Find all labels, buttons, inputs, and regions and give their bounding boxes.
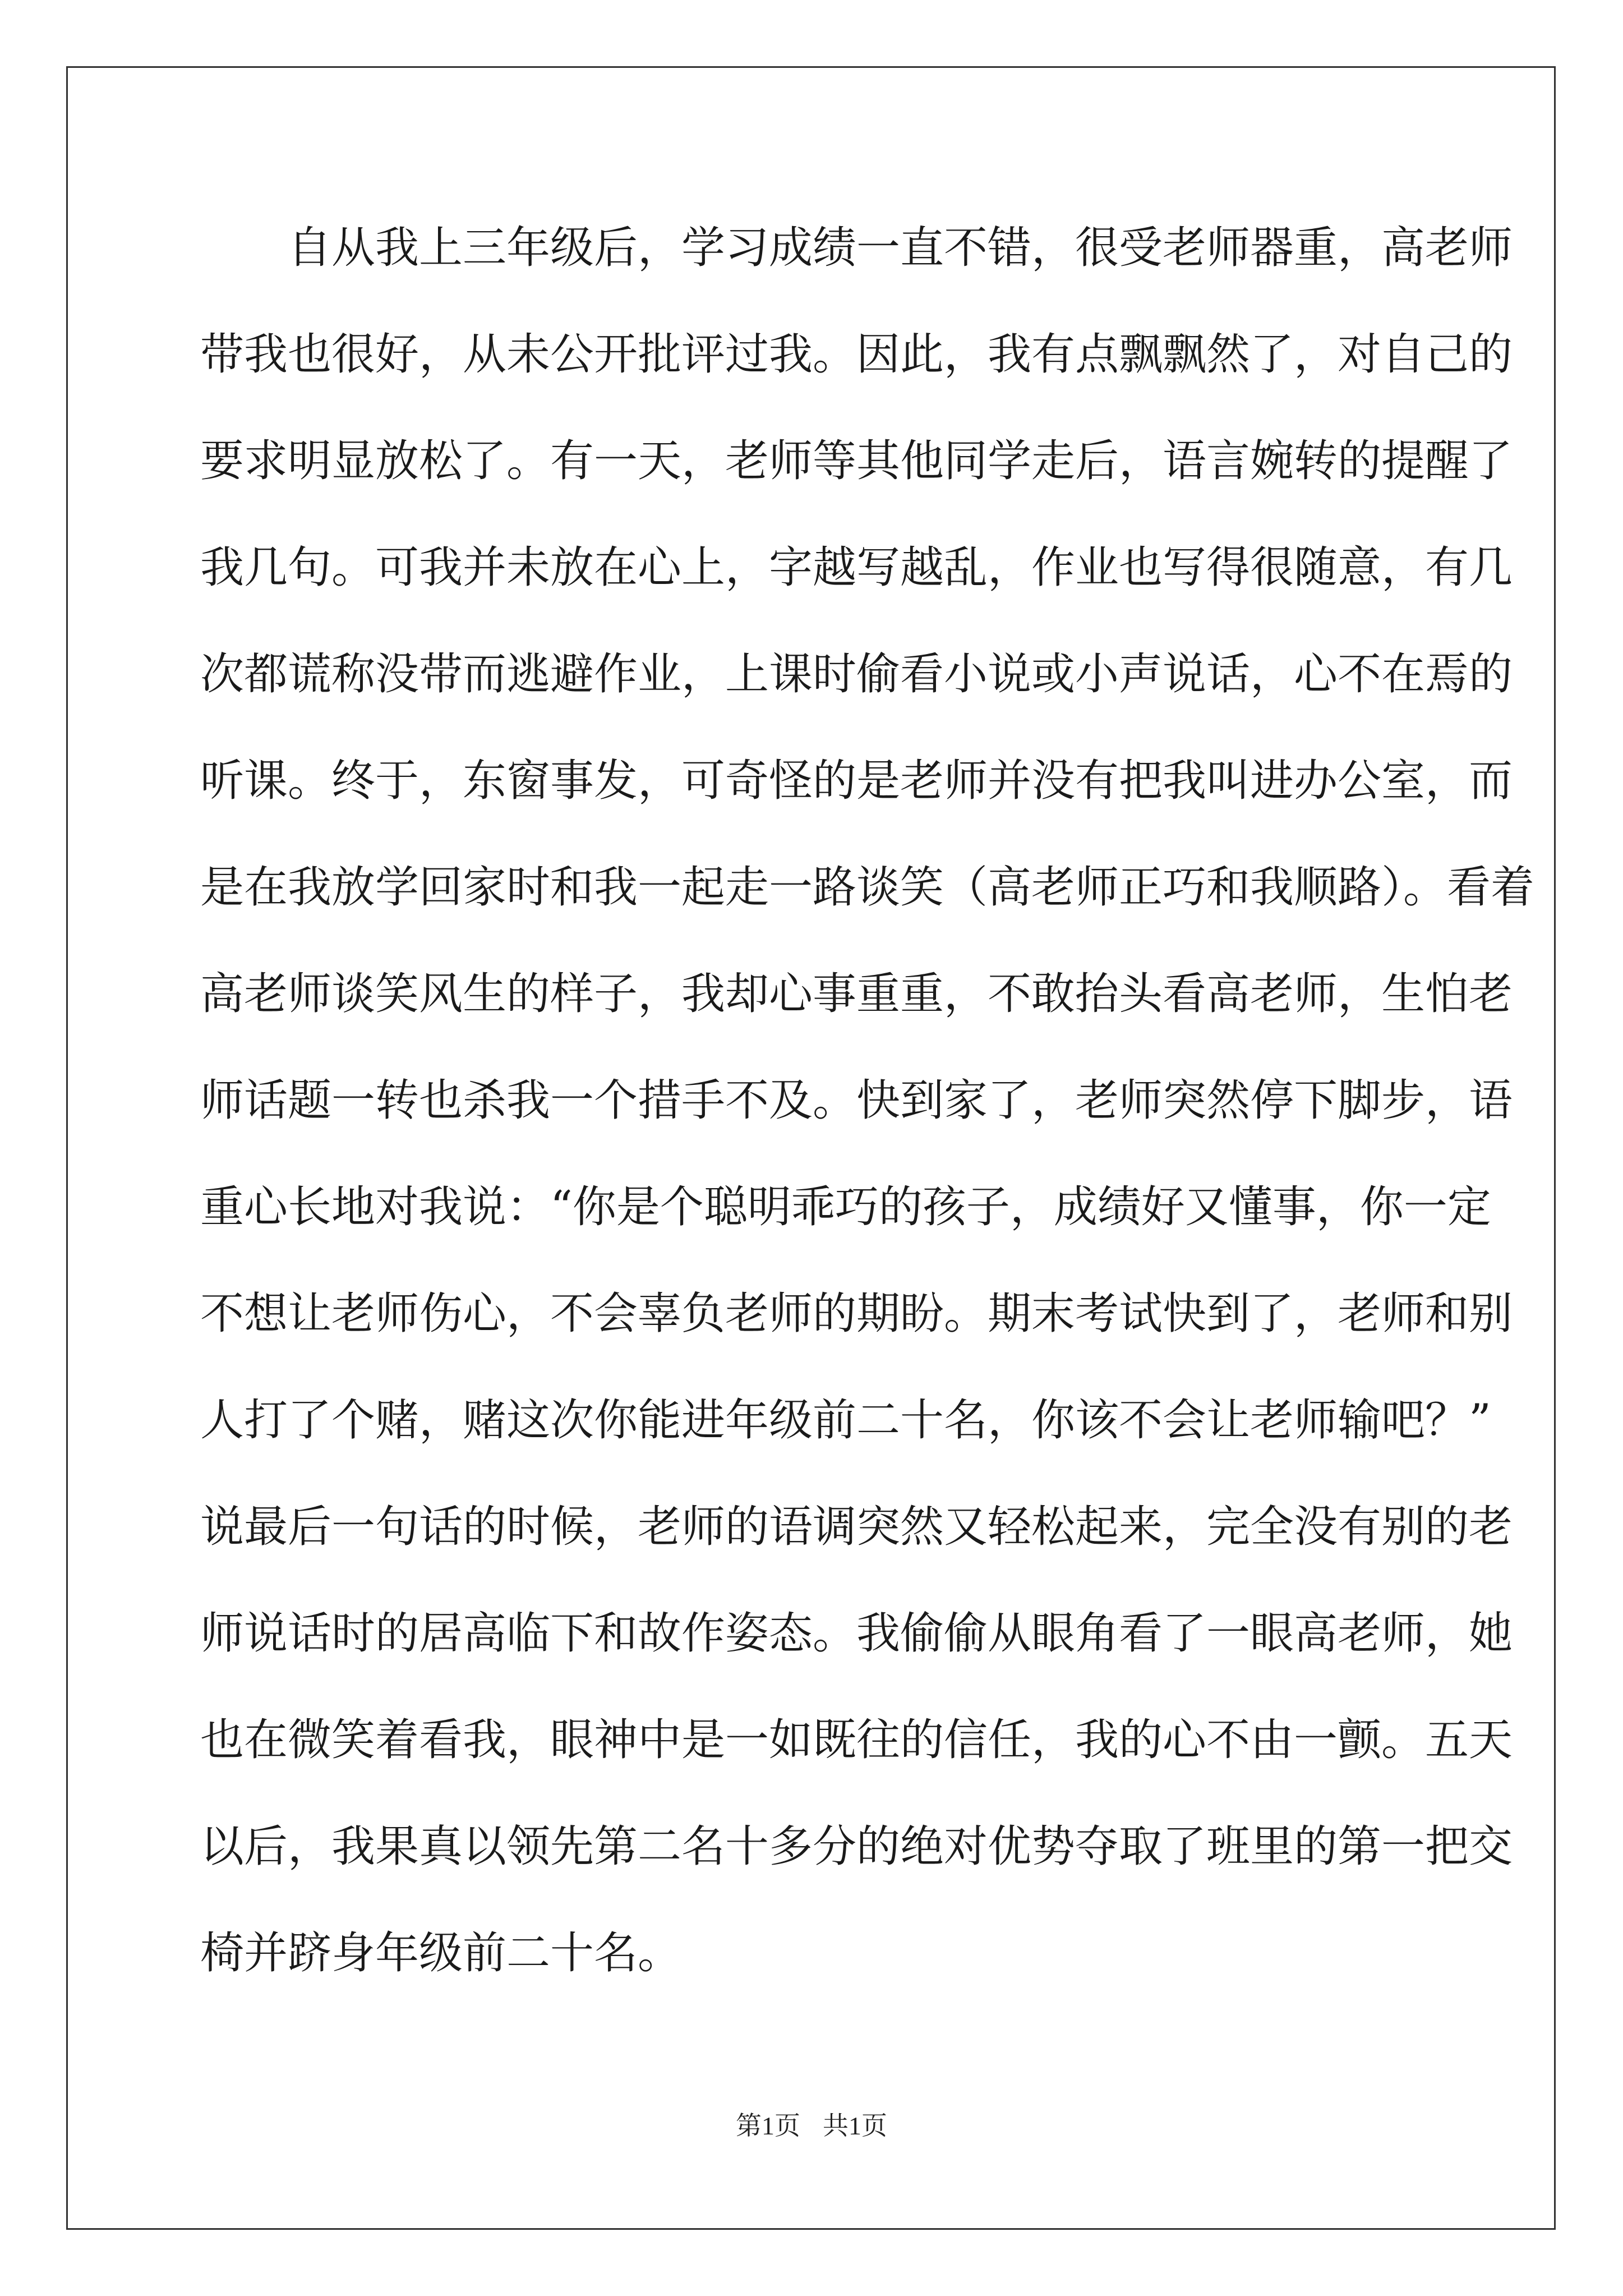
page-total: 共1页	[823, 2111, 887, 2140]
text-line: 我几句。可我并未放在心上，字越写越乱，作业也写得很随意，有几	[200, 542, 1513, 593]
page-number: 第1页	[736, 2111, 800, 2140]
page-footer	[0, 2109, 1623, 2143]
text-line: 师话题一转也杀我一个措手不及。快到家了，老师突然停下脚步，语	[200, 1075, 1513, 1126]
text-line: 次都谎称没带而逃避作业，上课时偷看小说或小声说话，心不在焉的	[200, 649, 1513, 700]
text-line: 自从我上三年级后，学习成绩一直不错，很受老师器重，高老师	[288, 223, 1513, 273]
text-line: 说最后一句话的时候，老师的语调突然又轻松起来，完全没有别的老	[200, 1502, 1513, 1552]
text-line: 是在我放学回家时和我一起走一路谈笑（高老师正巧和我顺路）。看着	[200, 862, 1535, 913]
text-line: 重心长地对我说：“你是个聪明乖巧的孩子，成绩好又懂事，你一定	[200, 1182, 1491, 1232]
text-line: 高老师谈笑风生的样子，我却心事重重，不敢抬头看高老师，生怕老	[200, 969, 1513, 1019]
text-line: 也在微笑着看我，眼神中是一如既往的信任，我的心不由一颤。五天	[200, 1715, 1513, 1765]
text-line: 要求明显放松了。有一天，老师等其他同学走后，语言婉转的提醒了	[200, 436, 1513, 486]
body-paragraph	[200, 215, 1535, 2027]
text-line: 师说话时的居高临下和故作姿态。我偷偷从眼角看了一眼高老师，她	[200, 1608, 1513, 1659]
text-line: 不想让老师伤心，不会辜负老师的期盼。期末考试快到了，老师和别	[200, 1289, 1513, 1339]
text-line: 带我也很好，从未公开批评过我。因此，我有点飘飘然了，对自己的	[200, 329, 1513, 380]
text-line: 椅并跻身年级前二十名。	[200, 1928, 682, 1978]
text-line: 人打了个赌，赌这次你能进年级前二十名，你该不会让老师输吧？”	[200, 1395, 1491, 1446]
text-line: 以后，我果真以领先第二名十多分的绝对优势夺取了班里的第一把交	[200, 1821, 1513, 1872]
text-line: 听课。终于，东窗事发，可奇怪的是老师并没有把我叫进办公室，而	[200, 756, 1513, 806]
